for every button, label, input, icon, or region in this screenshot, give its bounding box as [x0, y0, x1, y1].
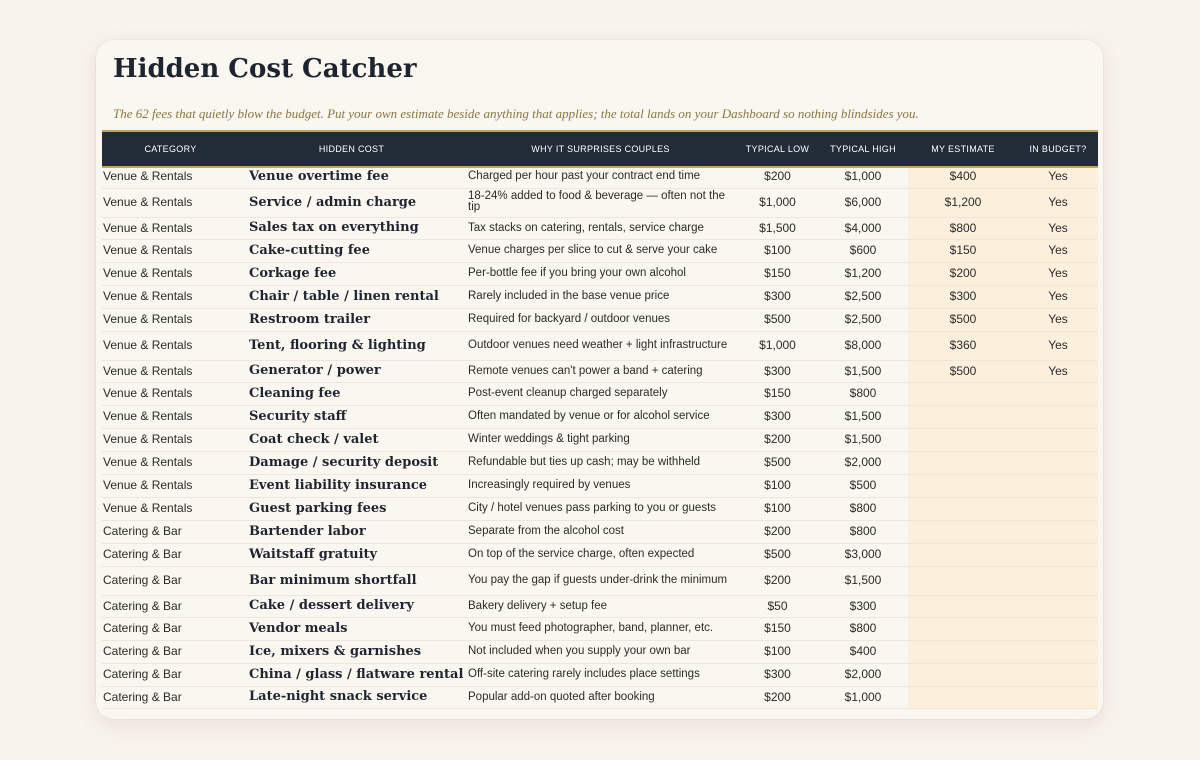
cell-hidden-cost: Venue overtime fee	[239, 166, 464, 188]
cell-in-budget[interactable]	[1018, 663, 1098, 686]
cell-hidden-cost: Ice, mixers & garnishes	[239, 640, 464, 663]
cell-in-budget[interactable]	[1018, 566, 1098, 595]
cell-typical-high: $800	[818, 520, 908, 543]
cell-my-estimate[interactable]: $300	[908, 285, 1018, 308]
cell-my-estimate[interactable]: $500	[908, 360, 1018, 382]
cell-why: Separate from the alcohol cost	[464, 520, 737, 543]
cell-why: Rarely included in the base venue price	[464, 285, 737, 308]
cell-why: Bakery delivery + setup fee	[464, 595, 737, 617]
cell-my-estimate[interactable]	[908, 543, 1018, 566]
cell-typical-low: $300	[737, 360, 818, 382]
cell-category: Venue & Rentals	[102, 285, 239, 308]
hidden-cost-table	[102, 132, 1098, 709]
cell-my-estimate[interactable]: $400	[908, 166, 1018, 188]
cell-my-estimate[interactable]: $200	[908, 262, 1018, 285]
cell-hidden-cost: Sales tax on everything	[239, 217, 464, 239]
cell-my-estimate[interactable]	[908, 663, 1018, 686]
cell-typical-low: $100	[737, 497, 818, 520]
cell-my-estimate[interactable]	[908, 451, 1018, 474]
cell-category: Venue & Rentals	[102, 188, 239, 217]
table-row	[102, 217, 1098, 239]
cell-category: Catering & Bar	[102, 595, 239, 617]
cell-typical-low: $300	[737, 663, 818, 686]
cell-my-estimate[interactable]: $150	[908, 239, 1018, 262]
cell-hidden-cost: Generator / power	[239, 360, 464, 382]
cell-typical-high: $2,000	[818, 663, 908, 686]
table-row	[102, 166, 1098, 188]
cell-category: Venue & Rentals	[102, 331, 239, 360]
cell-typical-low: $100	[737, 640, 818, 663]
cell-in-budget[interactable]	[1018, 497, 1098, 520]
cell-in-budget[interactable]: Yes	[1018, 166, 1098, 188]
cell-hidden-cost: Bartender labor	[239, 520, 464, 543]
page-title: Hidden Cost Catcher	[113, 54, 417, 84]
cell-typical-high: $1,500	[818, 360, 908, 382]
cell-hidden-cost: Waitstaff gratuity	[239, 543, 464, 566]
cell-hidden-cost: Guest parking fees	[239, 497, 464, 520]
cell-my-estimate[interactable]	[908, 686, 1018, 708]
cell-hidden-cost: China / glass / flatware rental	[239, 663, 464, 686]
cell-typical-high: $400	[818, 640, 908, 663]
cell-typical-low: $1,500	[737, 217, 818, 239]
cell-in-budget[interactable]: Yes	[1018, 285, 1098, 308]
cell-typical-high: $6,000	[818, 188, 908, 217]
cell-typical-high: $1,200	[818, 262, 908, 285]
cell-in-budget[interactable]	[1018, 617, 1098, 640]
cell-my-estimate[interactable]	[908, 520, 1018, 543]
cell-why: Popular add-on quoted after booking	[464, 686, 737, 708]
cell-hidden-cost: Cleaning fee	[239, 382, 464, 405]
cell-why: 18-24% added to food & beverage — often not the tip	[464, 188, 737, 217]
cell-in-budget[interactable]	[1018, 595, 1098, 617]
table-row	[102, 617, 1098, 640]
cell-in-budget[interactable]: Yes	[1018, 360, 1098, 382]
cell-category: Venue & Rentals	[102, 451, 239, 474]
hidden-cost-sheet	[96, 40, 1103, 719]
cell-typical-high: $8,000	[818, 331, 908, 360]
cell-my-estimate[interactable]	[908, 595, 1018, 617]
table-row	[102, 405, 1098, 428]
cell-category: Catering & Bar	[102, 520, 239, 543]
table-body	[102, 166, 1098, 708]
cell-in-budget[interactable]	[1018, 382, 1098, 405]
cell-category: Catering & Bar	[102, 543, 239, 566]
cell-typical-high: $600	[818, 239, 908, 262]
cell-in-budget[interactable]: Yes	[1018, 188, 1098, 217]
cell-hidden-cost: Service / admin charge	[239, 188, 464, 217]
cell-category: Venue & Rentals	[102, 308, 239, 331]
column-header-typical-high[interactable]: TYPICAL HIGH	[830, 144, 896, 154]
cell-hidden-cost: Coat check / valet	[239, 428, 464, 451]
cell-typical-high: $4,000	[818, 217, 908, 239]
cell-in-budget[interactable]: Yes	[1018, 308, 1098, 331]
cell-in-budget[interactable]	[1018, 640, 1098, 663]
cell-typical-low: $50	[737, 595, 818, 617]
cell-why: Not included when you supply your own bar	[464, 640, 737, 663]
cell-my-estimate[interactable]	[908, 497, 1018, 520]
cell-category: Catering & Bar	[102, 566, 239, 595]
cell-in-budget[interactable]	[1018, 451, 1098, 474]
table-row	[102, 428, 1098, 451]
cell-my-estimate[interactable]	[908, 428, 1018, 451]
cell-typical-high: $2,500	[818, 285, 908, 308]
cell-my-estimate[interactable]	[908, 566, 1018, 595]
cell-why: Remote venues can't power a band + catering	[464, 360, 737, 382]
column-header-typical-low[interactable]: TYPICAL LOW	[745, 144, 810, 154]
cell-category: Venue & Rentals	[102, 166, 239, 188]
table-row	[102, 595, 1098, 617]
table-row	[102, 262, 1098, 285]
cell-why: Required for backyard / outdoor venues	[464, 308, 737, 331]
cell-category: Venue & Rentals	[102, 497, 239, 520]
column-header-my-estimate[interactable]: MY ESTIMATE	[931, 144, 995, 154]
cell-category: Venue & Rentals	[102, 405, 239, 428]
cell-my-estimate[interactable]: $360	[908, 331, 1018, 360]
cell-typical-low: $300	[737, 405, 818, 428]
table-header-row	[102, 132, 1098, 166]
cell-typical-low: $500	[737, 451, 818, 474]
table-row	[102, 520, 1098, 543]
cell-typical-high: $1,500	[818, 428, 908, 451]
cell-category: Catering & Bar	[102, 686, 239, 708]
table-row	[102, 331, 1098, 360]
cell-typical-low: $100	[737, 474, 818, 497]
cell-category: Venue & Rentals	[102, 262, 239, 285]
cell-hidden-cost: Corkage fee	[239, 262, 464, 285]
table-row	[102, 640, 1098, 663]
cell-hidden-cost: Damage / security deposit	[239, 451, 464, 474]
page-subtitle: The 62 fees that quietly blow the budget. Put your own estimate beside anything that applies; the total lands on your Dashboard so nothing blindsides you.	[113, 106, 919, 121]
cell-why: Outdoor venues need weather + light infrastructure	[464, 331, 737, 360]
cell-in-budget[interactable]: Yes	[1018, 217, 1098, 239]
cell-my-estimate[interactable]	[908, 474, 1018, 497]
table-row	[102, 663, 1098, 686]
cell-category: Catering & Bar	[102, 640, 239, 663]
cell-my-estimate[interactable]	[908, 382, 1018, 405]
cell-my-estimate[interactable]: $500	[908, 308, 1018, 331]
cell-in-budget[interactable]	[1018, 686, 1098, 708]
cell-typical-high: $1,500	[818, 566, 908, 595]
cell-hidden-cost: Late-night snack service	[239, 686, 464, 708]
table-row	[102, 188, 1098, 217]
cell-my-estimate[interactable]	[908, 617, 1018, 640]
cell-typical-low: $200	[737, 686, 818, 708]
cell-in-budget[interactable]: Yes	[1018, 331, 1098, 360]
cell-in-budget[interactable]: Yes	[1018, 239, 1098, 262]
cell-category: Venue & Rentals	[102, 382, 239, 405]
cell-my-estimate[interactable]: $800	[908, 217, 1018, 239]
cell-in-budget[interactable]	[1018, 428, 1098, 451]
column-header-category[interactable]: CATEGORY	[144, 144, 197, 154]
cell-hidden-cost: Cake / dessert delivery	[239, 595, 464, 617]
cell-typical-low: $500	[737, 308, 818, 331]
cell-why: Venue charges per slice to cut & serve your cake	[464, 239, 737, 262]
cell-category: Venue & Rentals	[102, 428, 239, 451]
cell-typical-high: $500	[818, 474, 908, 497]
cell-my-estimate[interactable]	[908, 405, 1018, 428]
cell-typical-high: $1,000	[818, 686, 908, 708]
cell-typical-low: $1,000	[737, 331, 818, 360]
cell-why: City / hotel venues pass parking to you or guests	[464, 497, 737, 520]
cell-typical-high: $1,000	[818, 166, 908, 188]
cell-typical-high: $1,500	[818, 405, 908, 428]
cell-typical-low: $150	[737, 382, 818, 405]
cell-why: Winter weddings & tight parking	[464, 428, 737, 451]
cell-hidden-cost: Cake-cutting fee	[239, 239, 464, 262]
cell-typical-high: $800	[818, 617, 908, 640]
table-row	[102, 566, 1098, 595]
cell-why: Post-event cleanup charged separately	[464, 382, 737, 405]
table-row	[102, 308, 1098, 331]
table-row	[102, 451, 1098, 474]
column-header-why[interactable]: WHY IT SURPRISES COUPLES	[531, 144, 670, 154]
cell-hidden-cost: Vendor meals	[239, 617, 464, 640]
cell-why: Increasingly required by venues	[464, 474, 737, 497]
table-row	[102, 543, 1098, 566]
cell-why: Often mandated by venue or for alcohol service	[464, 405, 737, 428]
cell-typical-low: $200	[737, 166, 818, 188]
cell-typical-low: $150	[737, 262, 818, 285]
cell-hidden-cost: Event liability insurance	[239, 474, 464, 497]
cell-typical-high: $2,500	[818, 308, 908, 331]
cell-why: Charged per hour past your contract end time	[464, 166, 737, 188]
cell-why: You pay the gap if guests under-drink the minimum	[464, 566, 737, 595]
cell-typical-low: $200	[737, 520, 818, 543]
cell-why: On top of the service charge, often expected	[464, 543, 737, 566]
cell-typical-high: $800	[818, 382, 908, 405]
column-header-in-budget[interactable]: IN BUDGET?	[1029, 144, 1087, 154]
cell-typical-low: $150	[737, 617, 818, 640]
cell-typical-low: $200	[737, 566, 818, 595]
cell-category: Venue & Rentals	[102, 217, 239, 239]
cell-my-estimate[interactable]	[908, 640, 1018, 663]
table-row	[102, 686, 1098, 708]
cell-typical-high: $300	[818, 595, 908, 617]
cell-typical-high: $2,000	[818, 451, 908, 474]
cell-hidden-cost: Tent, flooring & lighting	[239, 331, 464, 360]
cell-why: Tax stacks on catering, rentals, service charge	[464, 217, 737, 239]
cell-hidden-cost: Restroom trailer	[239, 308, 464, 331]
cell-my-estimate[interactable]: $1,200	[908, 188, 1018, 217]
table-row	[102, 382, 1098, 405]
cell-category: Catering & Bar	[102, 617, 239, 640]
cell-typical-low: $500	[737, 543, 818, 566]
cell-hidden-cost: Security staff	[239, 405, 464, 428]
cell-why: You must feed photographer, band, planner, etc.	[464, 617, 737, 640]
cell-hidden-cost: Bar minimum shortfall	[239, 566, 464, 595]
header-bottom-rule	[102, 166, 1098, 168]
cell-why: Per-bottle fee if you bring your own alcohol	[464, 262, 737, 285]
cell-typical-high: $800	[818, 497, 908, 520]
cell-typical-low: $200	[737, 428, 818, 451]
cell-category: Venue & Rentals	[102, 360, 239, 382]
cell-category: Catering & Bar	[102, 663, 239, 686]
cell-typical-low: $300	[737, 285, 818, 308]
cell-in-budget[interactable]	[1018, 474, 1098, 497]
table-row	[102, 239, 1098, 262]
cell-category: Venue & Rentals	[102, 239, 239, 262]
cell-in-budget[interactable]	[1018, 520, 1098, 543]
cell-typical-low: $1,000	[737, 188, 818, 217]
table-row	[102, 360, 1098, 382]
cell-typical-high: $3,000	[818, 543, 908, 566]
table-row	[102, 497, 1098, 520]
column-header-hidden-cost[interactable]: HIDDEN COST	[318, 144, 385, 154]
cell-in-budget[interactable]	[1018, 405, 1098, 428]
cell-typical-low: $100	[737, 239, 818, 262]
cell-why: Off-site catering rarely includes place settings	[464, 663, 737, 686]
table-row	[102, 285, 1098, 308]
cell-in-budget[interactable]	[1018, 543, 1098, 566]
cell-hidden-cost: Chair / table / linen rental	[239, 285, 464, 308]
cell-category: Venue & Rentals	[102, 474, 239, 497]
cell-why: Refundable but ties up cash; may be withheld	[464, 451, 737, 474]
table-row	[102, 474, 1098, 497]
cell-in-budget[interactable]: Yes	[1018, 262, 1098, 285]
